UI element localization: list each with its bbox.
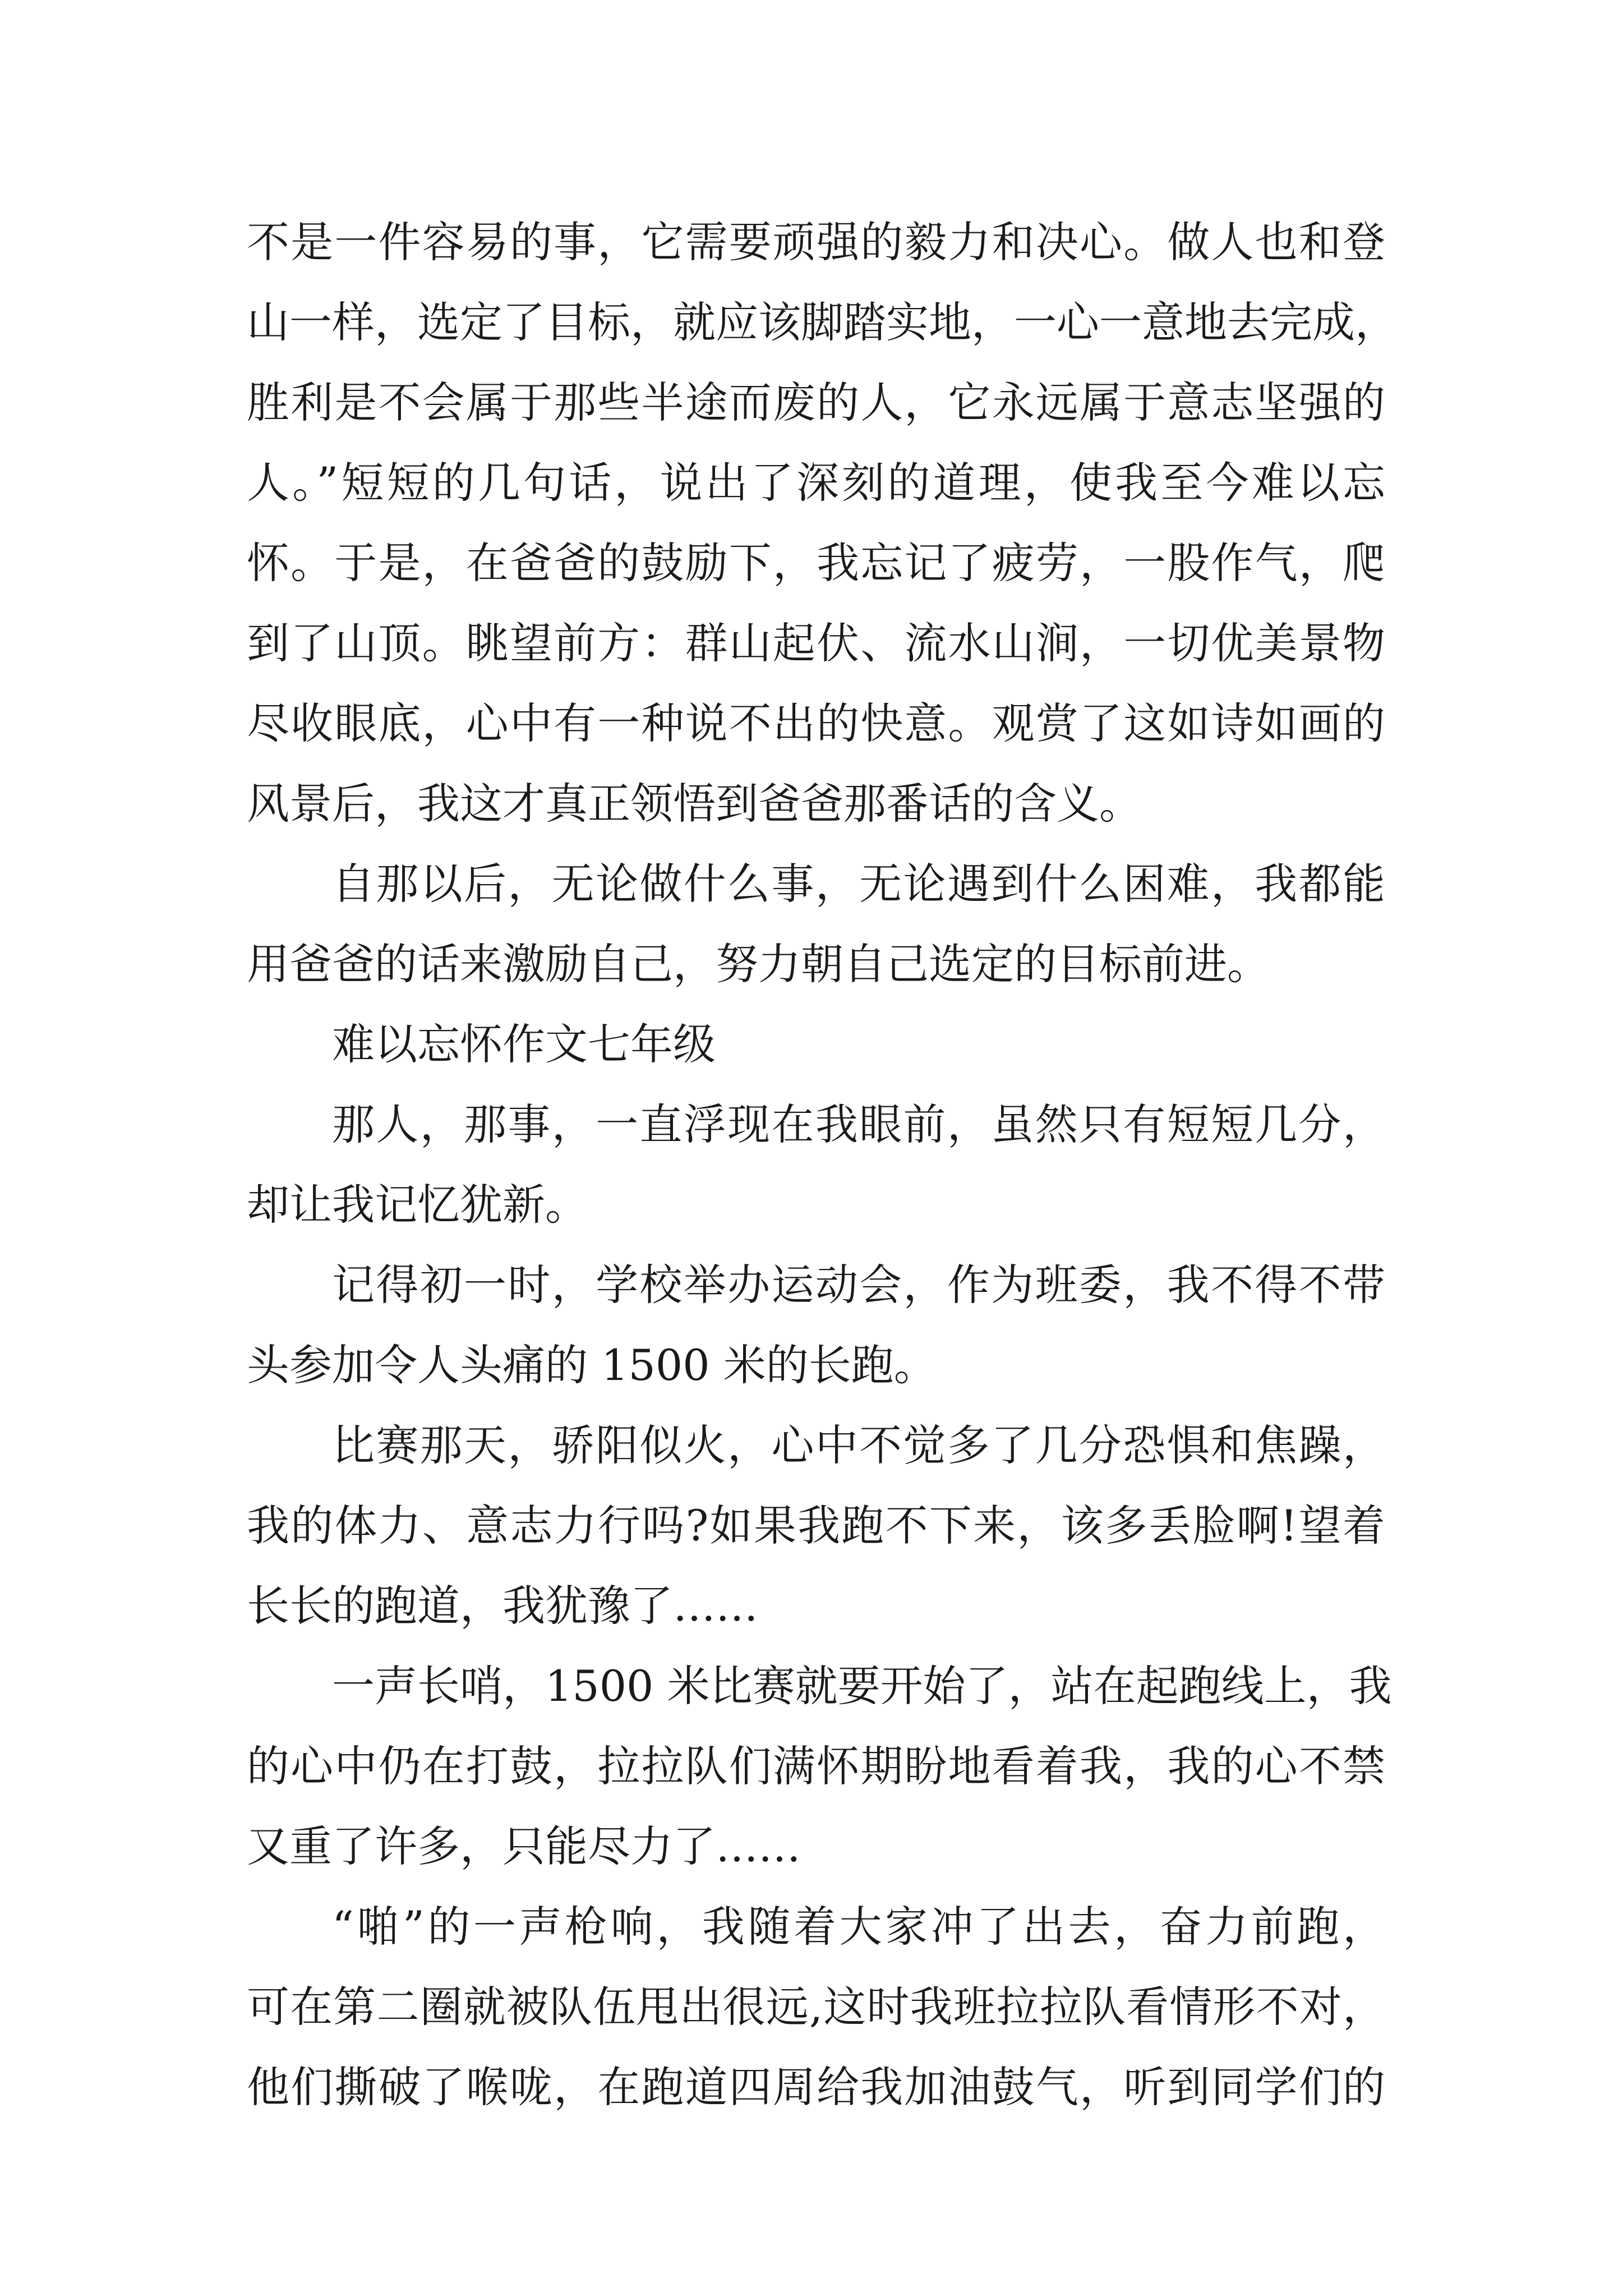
text-line: 不是一件容易的事，它需要顽强的毅力和决心。做人也和登 bbox=[247, 217, 1385, 267]
paragraph-first-line: 记得初一时，学校举办运动会，作为班委，我不得不带 bbox=[332, 1260, 1385, 1310]
paragraph-first-line: “啪”的一声枪响，我随着大家冲了出去，奋力前跑， bbox=[332, 1902, 1385, 1952]
text-line: 长长的跑道，我犹豫了…… bbox=[247, 1581, 758, 1631]
text-line: 用爸爸的话来激励自己，努力朝自己选定的目标前进。 bbox=[247, 939, 1270, 989]
paragraph-first-line: 一声长哨，1500 米比赛就要开始了，站在起跑线上，我 bbox=[332, 1661, 1392, 1711]
paragraph-first-line: 比赛那天，骄阳似火，心中不觉多了几分恐惧和焦躁， bbox=[332, 1420, 1385, 1470]
text-line: 又重了许多，只能尽力了…… bbox=[247, 1821, 801, 1871]
text-line: 风景后，我这才真正领悟到爸爸那番话的含义。 bbox=[247, 779, 1142, 829]
text-line: 头参加令人头痛的 1500 米的长跑。 bbox=[247, 1340, 937, 1390]
text-line: 胜利是不会属于那些半途而废的人，它永远属于意志坚强的 bbox=[247, 378, 1385, 427]
text-line: 他们撕破了喉咙，在跑道四周给我加油鼓气，听到同学们的 bbox=[247, 2062, 1385, 2112]
text-line: 山一样，选定了目标，就应该脚踏实地，一心一意地去完成， bbox=[247, 297, 1398, 347]
section-title: 难以忘怀作文七年级 bbox=[332, 1019, 716, 1069]
text-line: 可在第二圈就被队伍甩出很远,这时我班拉拉队看情形不对， bbox=[247, 1982, 1385, 2032]
text-line: 尽收眼底，心中有一种说不出的快意。观赏了这如诗如画的 bbox=[247, 698, 1385, 748]
paragraph-first-line: 自那以后，无论做什么事，无论遇到什么困难，我都能 bbox=[332, 859, 1385, 909]
text-line: 的心中仍在打鼓，拉拉队们满怀期盼地看着我，我的心不禁 bbox=[247, 1741, 1385, 1791]
text-line: 怀。于是，在爸爸的鼓励下，我忘记了疲劳，一股作气，爬 bbox=[247, 538, 1385, 588]
text-line: 到了山顶。眺望前方：群山起伏、流水山涧，一切优美景物 bbox=[247, 618, 1385, 668]
text-line: 人。”短短的几句话，说出了深刻的道理，使我至今难以忘 bbox=[247, 458, 1385, 508]
paragraph-first-line: 那人，那事，一直浮现在我眼前，虽然只有短短几分， bbox=[332, 1099, 1385, 1149]
text-line: 却让我记忆犹新。 bbox=[247, 1180, 588, 1230]
text-line: 我的体力、意志力行吗?如果我跑不下来，该多丢脸啊!望着 bbox=[247, 1501, 1385, 1550]
document-body bbox=[247, 202, 1398, 2127]
